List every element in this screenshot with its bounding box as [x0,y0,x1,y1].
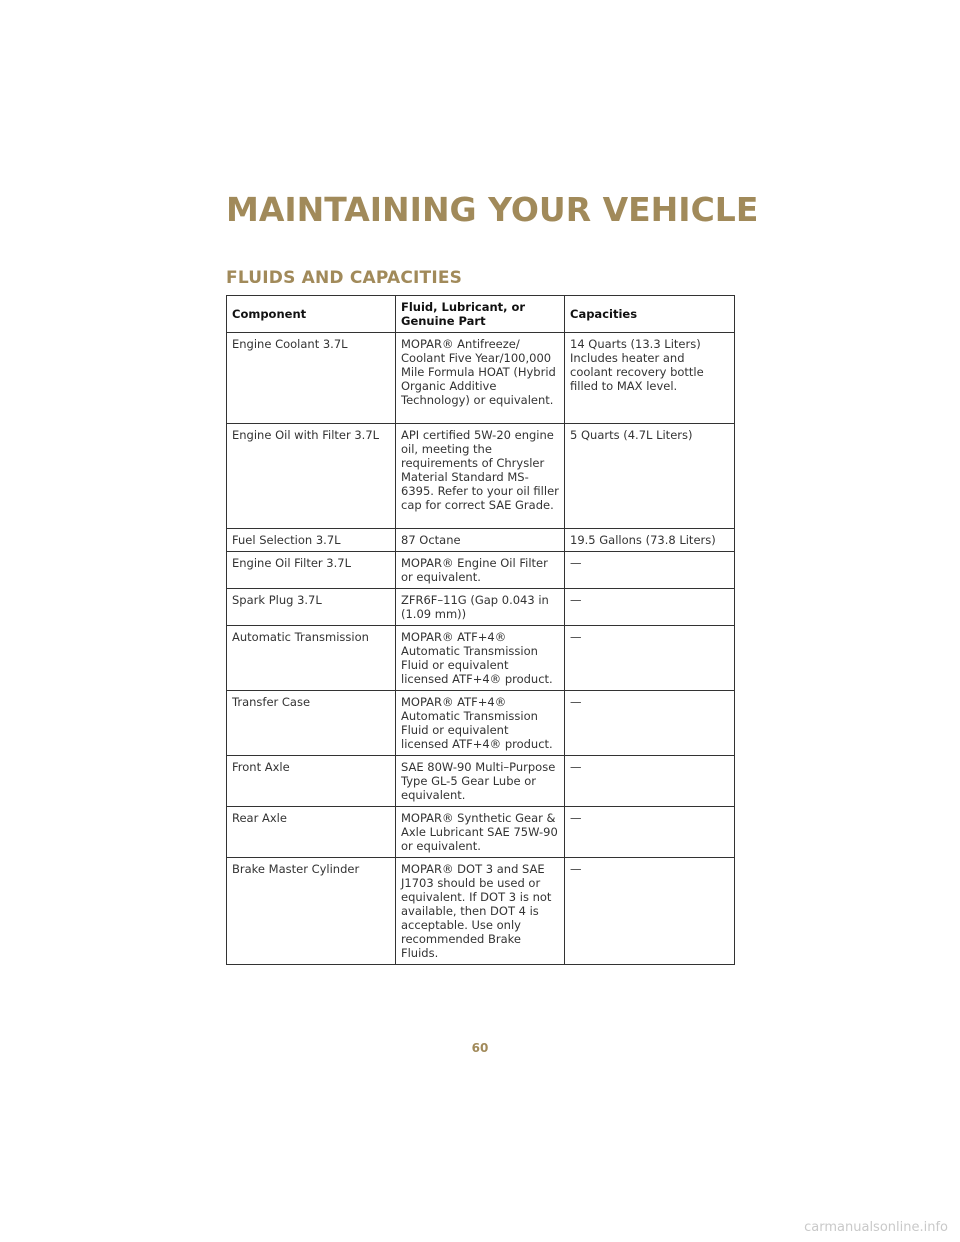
cell-capacity: — [565,858,735,965]
cell-component: Front Axle [227,756,396,807]
cell-capacity: — [565,756,735,807]
cell-fluid: ZFR6F–11G (Gap 0.043 in (1.09 mm)) [396,589,565,626]
header-fluid: Fluid, Lubricant, or Genuine Part [396,296,565,333]
cell-fluid: MOPAR® Engine Oil Filter or equivalent. [396,552,565,589]
cell-fluid: API certified 5W-20 engine oil, meeting the requirements of Chrysler Material Standard MS-6395. Refer to your oil filler cap for correct SAE Grade. [396,424,565,529]
cell-component: Rear Axle [227,807,396,858]
fluids-capacities-table [226,295,735,965]
cell-fluid: 87 Octane [396,529,565,552]
table-header-row [227,296,735,333]
cell-component: Spark Plug 3.7L [227,589,396,626]
cell-capacity: — [565,691,735,756]
cell-component: Brake Master Cylinder [227,858,396,965]
cell-capacity: 19.5 Gallons (73.8 Liters) [565,529,735,552]
cell-capacity: — [565,626,735,691]
table-row [227,807,735,858]
cell-fluid: MOPAR® DOT 3 and SAE J1703 should be used or equivalent. If DOT 3 is not available, then DOT 4 is acceptable. Use only recommended Brake Fluids. [396,858,565,965]
cell-fluid: MOPAR® ATF+4® Automatic Transmission Fluid or equivalent licensed ATF+4® product. [396,691,565,756]
chapter-title: MAINTAINING YOUR VEHICLE [226,190,759,229]
table-row [227,529,735,552]
cell-component: Engine Coolant 3.7L [227,333,396,424]
table-row [227,333,735,424]
table-row [227,424,735,529]
section-title: FLUIDS AND CAPACITIES [226,268,463,288]
cell-capacity: — [565,807,735,858]
table-row [227,552,735,589]
cell-component: Engine Oil Filter 3.7L [227,552,396,589]
page-number: 60 [471,1041,489,1055]
header-component: Component [227,296,396,333]
cell-fluid: MOPAR® Synthetic Gear & Axle Lubricant SAE 75W-90 or equivalent. [396,807,565,858]
table-row [227,858,735,965]
cell-capacity: — [565,552,735,589]
cell-capacity: 14 Quarts (13.3 Liters) Includes heater and coolant recovery bottle filled to MAX level. [565,333,735,424]
cell-capacity: — [565,589,735,626]
header-capacities: Capacities [565,296,735,333]
table-row [227,756,735,807]
watermark-link[interactable]: carmanualsonline.info [804,1220,948,1235]
cell-fluid: MOPAR® Antifreeze/ Coolant Five Year/100,000 Mile Formula HOAT (Hybrid Organic Additive Technology) or equivalent. [396,333,565,424]
cell-component: Engine Oil with Filter 3.7L [227,424,396,529]
cell-fluid: SAE 80W-90 Multi–Purpose Type GL-5 Gear Lube or equivalent. [396,756,565,807]
cell-fluid: MOPAR® ATF+4® Automatic Transmission Fluid or equivalent licensed ATF+4® product. [396,626,565,691]
table-row [227,589,735,626]
cell-capacity: 5 Quarts (4.7L Liters) [565,424,735,529]
table-row [227,691,735,756]
table-row [227,626,735,691]
cell-component: Fuel Selection 3.7L [227,529,396,552]
cell-component: Automatic Transmission [227,626,396,691]
cell-component: Transfer Case [227,691,396,756]
